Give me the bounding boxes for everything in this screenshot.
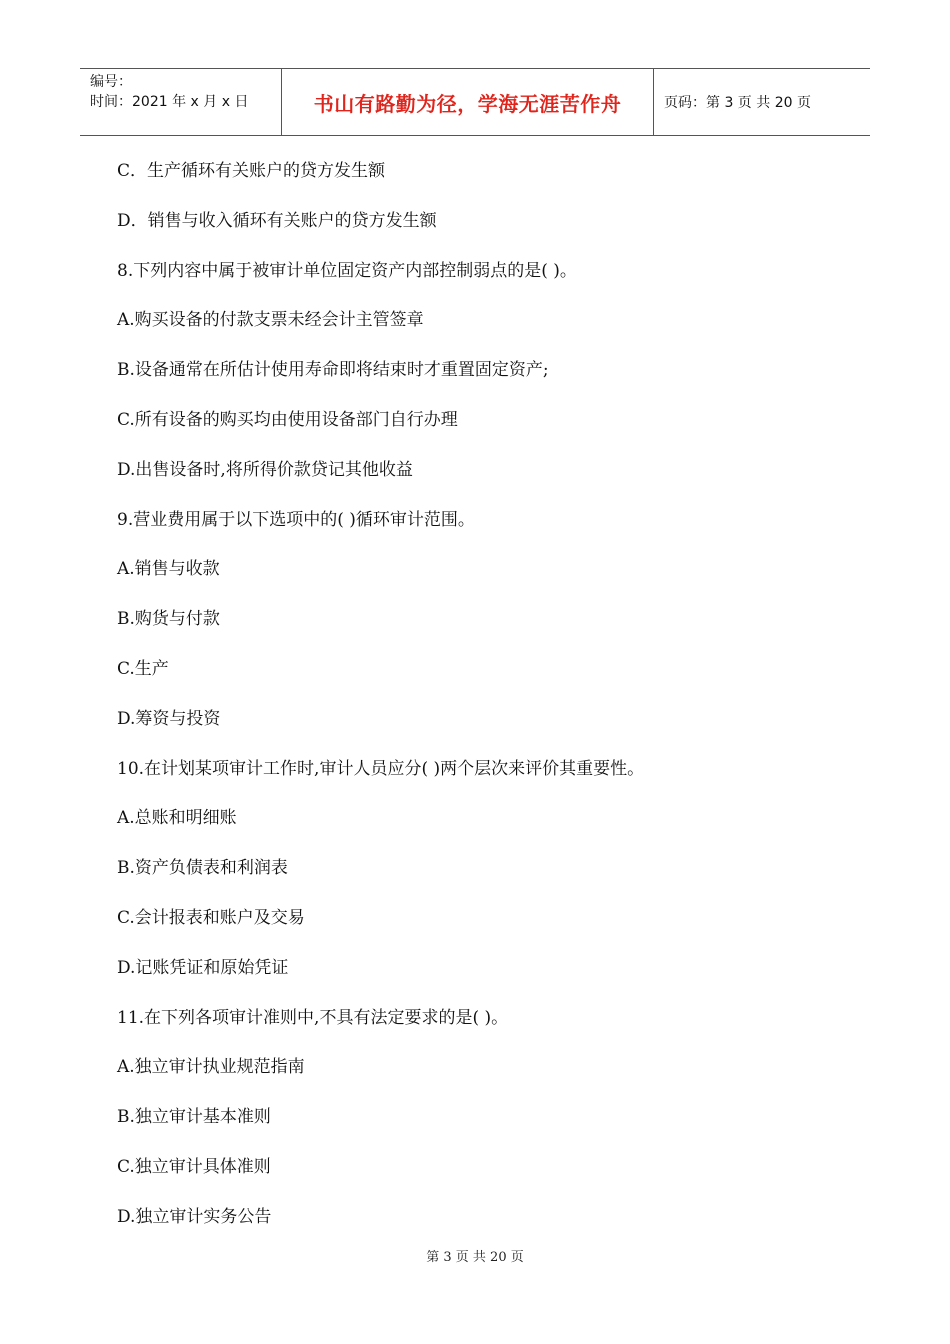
option-line: D.筹资与投资 [117, 708, 221, 729]
text-line: C．生产循环有关账户的贷方发生额 [117, 161, 386, 181]
header-meta [80, 69, 282, 135]
page-footer: 第 3 页 共 20 页 [426, 1250, 524, 1265]
question-8: 8.下列内容中属于被审计单位固定资产内部控制弱点的是( )。 [117, 260, 577, 281]
question-10: 10.在计划某项审计工作时,审计人员应分( )两个层次来评价其重要性。 [117, 758, 645, 779]
option-line: A.购买设备的付款支票未经会计主管签章 [117, 310, 424, 331]
option-line: C.会计报表和账户及交易 [117, 907, 305, 928]
option-line: B.设备通常在所估计使用寿命即将结束时才重置固定资产; [117, 360, 549, 381]
option-line: D.记账凭证和原始凭证 [117, 957, 289, 978]
text-line: D．销售与收入循环有关账户的贷方发生额 [117, 210, 437, 231]
option-line: A.独立审计执业规范指南 [117, 1057, 305, 1078]
option-line: B.资产负债表和利润表 [117, 858, 288, 879]
option-line: C.所有设备的购买均由使用设备部门自行办理 [117, 409, 458, 430]
option-line: B.购货与付款 [117, 609, 220, 630]
header-page-label: 页码：第 3 页 共 20 页 [664, 95, 811, 111]
option-line: A.销售与收款 [117, 559, 220, 580]
question-9: 9.营业费用属于以下选项中的( )循环审计范围。 [117, 509, 475, 530]
option-line: D.出售设备时,将所得价款贷记其他收益 [117, 459, 413, 480]
header-motto: 书山有路勤为径，学海无涯苦作舟 [282, 69, 654, 135]
option-line: C.生产 [117, 658, 169, 679]
question-11: 11.在下列各项审计准则中,不具有法定要求的是( )。 [117, 1007, 509, 1028]
option-line: B.独立审计基本准则 [117, 1107, 271, 1128]
document-body [117, 156, 857, 1252]
option-line: C.独立审计具体准则 [117, 1156, 271, 1177]
page-header [80, 68, 870, 136]
document-time-label: 时间：2021 年 x 月 x 日 [90, 94, 249, 110]
option-line: D.独立审计实务公告 [117, 1206, 272, 1227]
document-number-label: 编号： [90, 74, 132, 90]
option-line: A.总账和明细账 [117, 808, 237, 829]
